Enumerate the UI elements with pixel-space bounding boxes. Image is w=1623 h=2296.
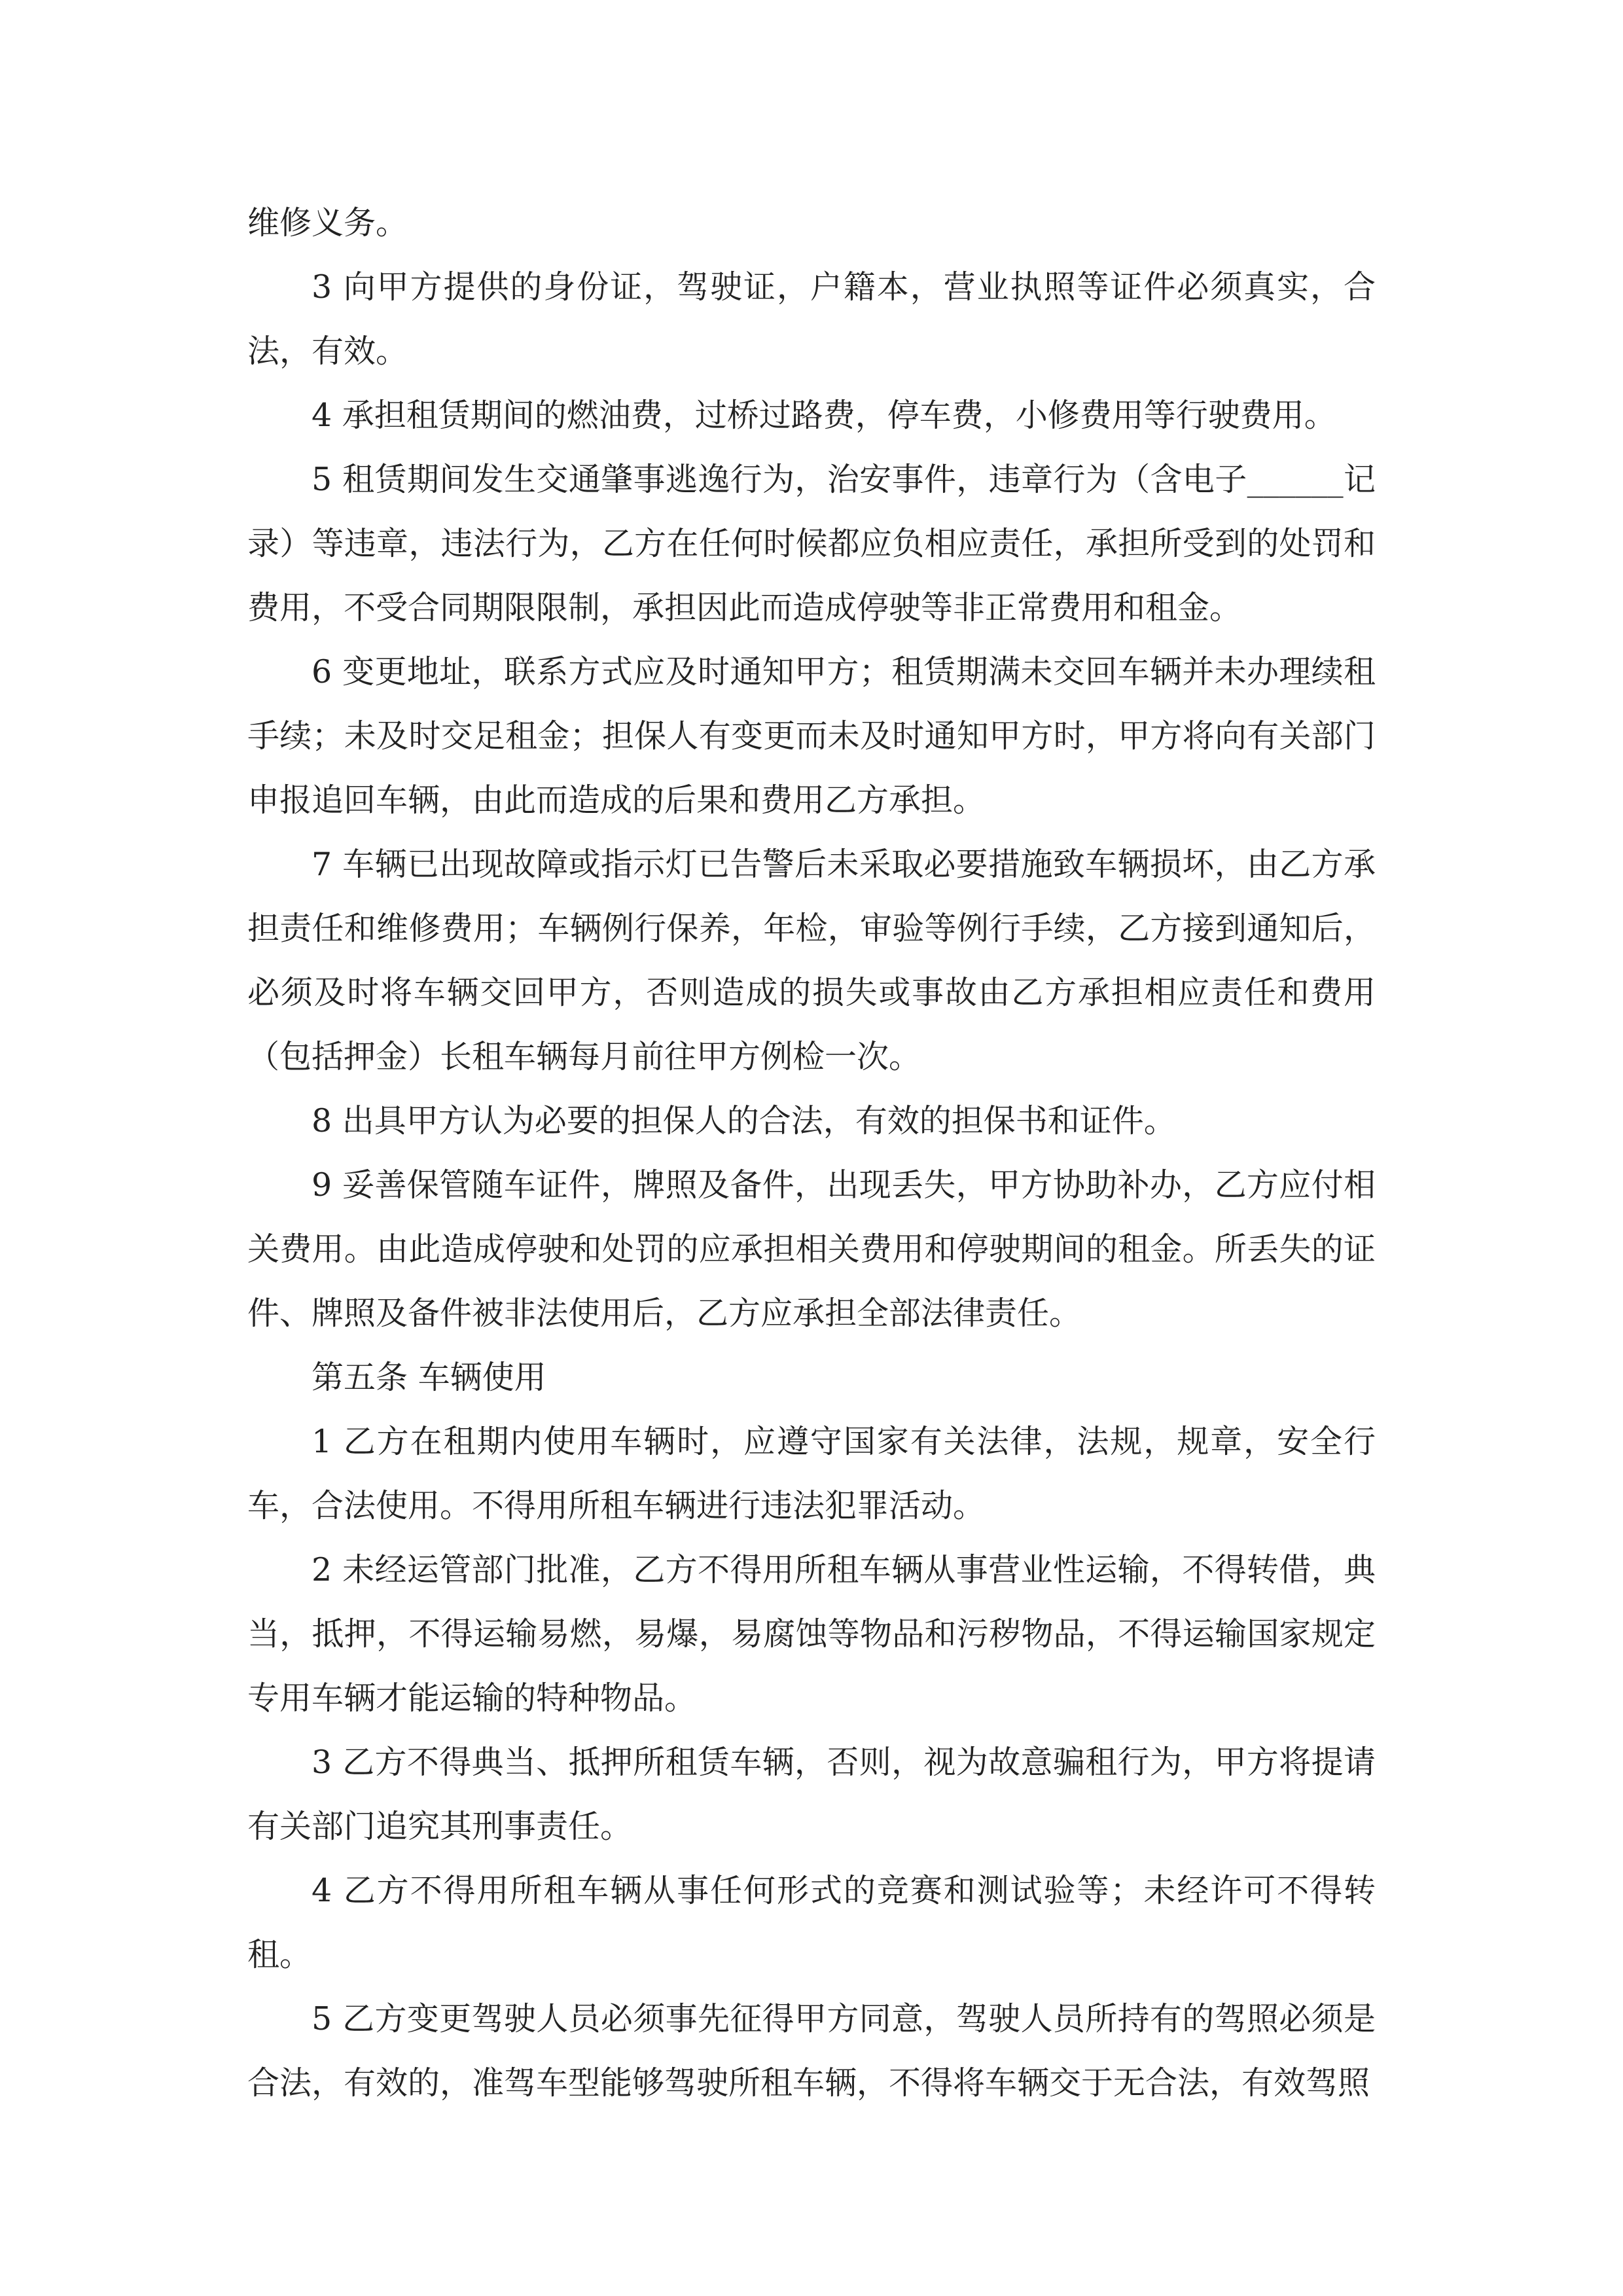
paragraph-usage-4: 4 乙方不得用所租车辆从事任何形式的竞赛和测试验等；未经许可不得转租。 [247, 1872, 1376, 1973]
paragraph-item-4: 4 承担租赁期间的燃油费，过桥过路费，停车费，小修费用等行驶费用。 [312, 397, 1336, 434]
paragraph-usage-1: 1 乙方在租期内使用车辆时，应遵守国家有关法律，法规，规章，安全行车，合法使用。不得用所租车辆进行违法犯罪活动。 [247, 1423, 1376, 1524]
paragraph-usage-2: 2 未经运管部门批准，乙方不得用所租车辆从事营业性运输，不得转借，典当，抵押，不得运输易燃，易爆，易腐蚀等物品和污秽物品，不得运输国家规定专用车辆才能运输的特种物品。 [247, 1551, 1376, 1717]
paragraph-item-5: 5 租赁期间发生交通肇事逃逸行为，治安事件，违章行为（含电子______记录）等违章，违法行为，乙方在任何时候都应负相应责任，承担所受到的处罚和费用，不受合同期限限制，承担因此而造成停驶等非正常费用和租金。 [247, 461, 1376, 626]
paragraph-item-8: 8 出具甲方认为必要的担保人的合法，有效的担保书和证件。 [312, 1102, 1176, 1139]
paragraph-usage-3: 3 乙方不得典当、抵押所租赁车辆，否则，视为故意骗租行为，甲方将提请有关部门追究其刑事责任。 [247, 1744, 1376, 1845]
paragraph-item-9: 9 妥善保管随车证件，牌照及备件，出现丢失，甲方协助补办，乙方应付相关费用。由此造成停驶和处罚的应承担相关费用和停驶期间的租金。所丢失的证件、牌照及备件被非法使用后，乙方应承担全部法律责任。 [247, 1166, 1376, 1332]
document-body [247, 191, 1376, 2115]
section-heading-article-5: 第五条 车辆使用 [312, 1359, 546, 1396]
paragraph-usage-5: 5 乙方变更驾驶人员必须事先征得甲方同意，驾驶人员所持有的驾照必须是合法，有效的，准驾车型能够驾驶所租车辆，不得将车辆交于无合法，有效驾照 [247, 2000, 1376, 2102]
paragraph-item-7: 7 车辆已出现故障或指示灯已告警后未采取必要措施致车辆损坏，由乙方承担责任和维修费用；车辆例行保养，年检，审验等例行手续，乙方接到通知后，必须及时将车辆交回甲方，否则造成的损失或事故由乙方承担相应责任和费用（包括押金）长租车辆每月前往甲方例检一次。 [247, 846, 1376, 1075]
paragraph-item-3: 3 向甲方提供的身份证，驾驶证，户籍本，营业执照等证件必须真实，合法，有效。 [247, 268, 1376, 370]
paragraph-continuation: 维修义务。 [247, 204, 408, 242]
paragraph-item-6: 6 变更地址，联系方式应及时通知甲方；租赁期满未交回车辆并未办理续租手续；未及时交足租金；担保人有变更而未及时通知甲方时，甲方将向有关部门申报追回车辆，由此而造成的后果和费用乙方承担。 [247, 653, 1376, 819]
